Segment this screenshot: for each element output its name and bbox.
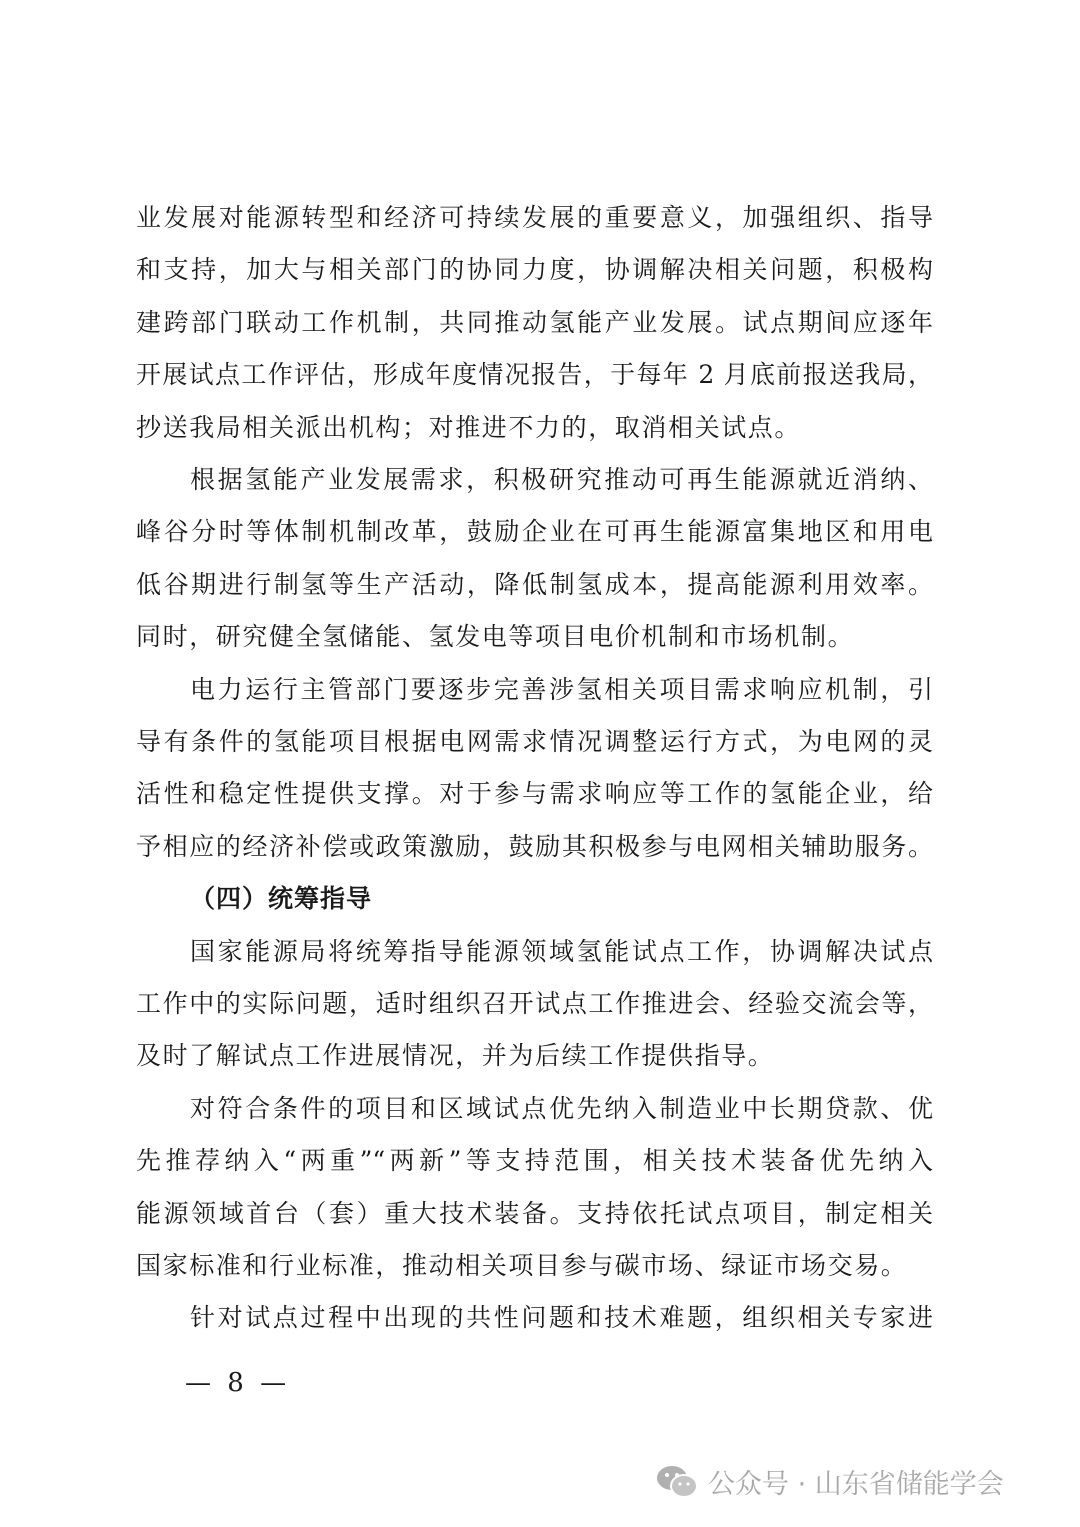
watermark-text: 公众号 · 山东省储能学会 <box>708 1469 1004 1500</box>
text-line: 对符合条件的项目和区域试点优先纳入制造业中长期贷款、优 <box>190 1093 933 1123</box>
text-line: 电力运行主管部门要逐步完善涉氢相关项目需求响应机制，引 <box>190 674 933 704</box>
text-line: 根据氢能产业发展需求，积极研究推动可再生能源就近消纳、 <box>190 465 933 494</box>
text-line: 予相应的经济补偿或政策激励，鼓励其积极参与电网相关辅助服务。 <box>136 831 933 861</box>
watermark <box>656 1462 1004 1501</box>
text-line: 能源领域首台（套）重大技术装备。支持依托试点项目，制定相关 <box>136 1198 933 1228</box>
text-line: 针对试点过程中出现的共性问题和技术难题，组织相关专家进 <box>190 1303 933 1333</box>
text-line: 业发展对能源转型和经济可持续发展的重要意义，加强组织、指导 <box>136 203 933 232</box>
section-heading: （四）统筹指导 <box>190 884 373 914</box>
text-line: 和支持，加大与相关部门的协同力度，协调解决相关问题，积极构 <box>136 255 933 285</box>
page-number: — 8 — <box>185 1368 291 1398</box>
text-line: 国家能源局将统筹指导能源领域氢能试点工作，协调解决试点 <box>190 936 933 966</box>
text-line: 抄送我局相关派出机构；对推进不力的，取消相关试点。 <box>136 412 802 442</box>
text-line: 活性和稳定性提供支撑。对于参与需求响应等工作的氢能企业，给 <box>136 779 933 809</box>
text-line: 先推荐纳入“两重”“两新”等支持范围，相关技术装备优先纳入 <box>136 1146 933 1176</box>
text-line: 国家标准和行业标准，推动相关项目参与碳市场、绿证市场交易。 <box>136 1251 908 1280</box>
text-line: 低谷期进行制氢等生产活动，降低制氢成本，提高能源利用效率。 <box>136 569 933 599</box>
text-line: 建跨部门联动工作机制，共同推动氢能产业发展。试点期间应逐年 <box>136 307 933 337</box>
text-line: 及时了解试点工作进展情况，并为后续工作提供指导。 <box>136 1041 775 1071</box>
text-line: 工作中的实际问题，适时组织召开试点工作推进会、经验交流会等， <box>136 989 933 1018</box>
text-line: 开展试点工作评估，形成年度情况报告，于每年 2 月底前报送我局， <box>136 360 933 390</box>
wechat-icon <box>656 1465 698 1499</box>
text-line: 峰谷分时等体制机制改革，鼓励企业在可再生能源富集地区和用电 <box>136 517 933 547</box>
text-line: 同时，研究健全氢储能、氢发电等项目电价机制和市场机制。 <box>136 622 855 652</box>
text-line: 导有条件的氢能项目根据电网需求情况调整运行方式，为电网的灵 <box>136 727 933 756</box>
